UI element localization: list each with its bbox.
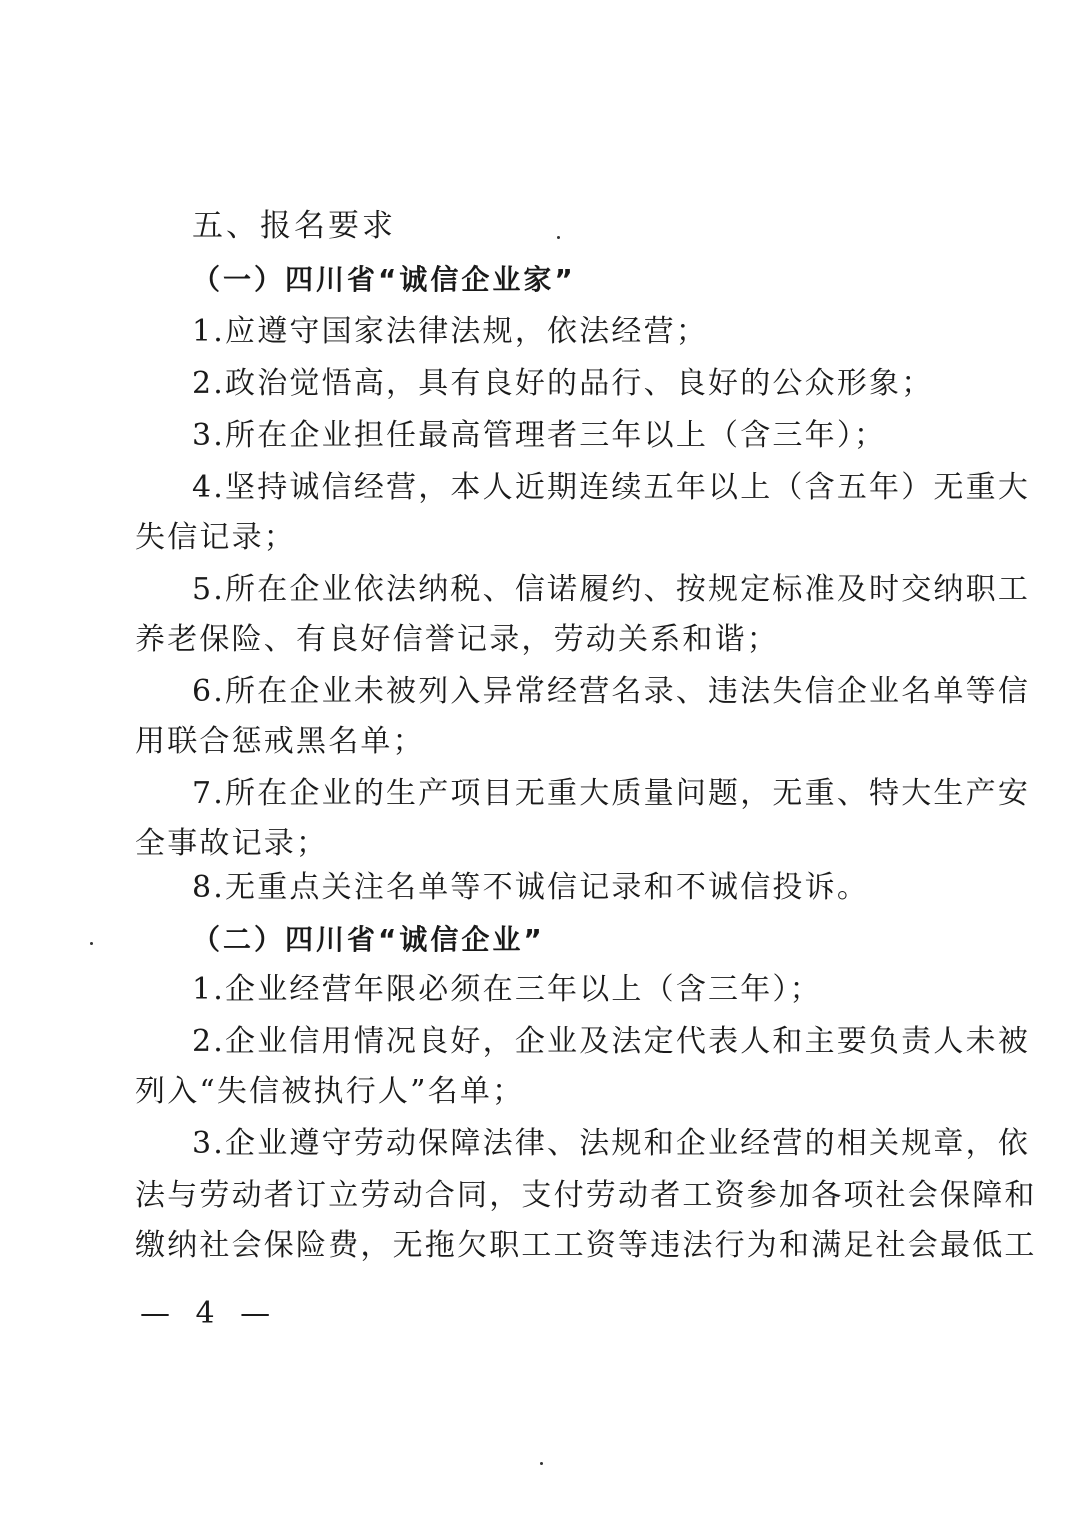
section-heading: 五、报名要求 bbox=[192, 208, 396, 244]
scan-speck bbox=[90, 942, 93, 945]
paragraph-line: 1.企业经营年限必须在三年以上（含三年）； bbox=[192, 972, 822, 1007]
page-number: — 4 — bbox=[140, 1296, 279, 1331]
paragraph-line: 失信记录； bbox=[135, 520, 296, 555]
paragraph-line: 2.政治觉悟高，具有良好的品行、良好的公众形象； bbox=[192, 366, 934, 401]
subsection-title-2: （二）四川省“诚信企业” bbox=[192, 923, 545, 956]
paragraph-line: 1.应遵守国家法律法规，依法经营； bbox=[192, 314, 709, 349]
paragraph-line: 5.所在企业依法纳税、信诺履约、按规定标准及时交纳职工 bbox=[192, 572, 1031, 607]
scan-speck bbox=[557, 236, 560, 239]
paragraph-line: 全事故记录； bbox=[135, 826, 329, 861]
paragraph-line: 养老保险、有良好信誉记录，劳动关系和谐； bbox=[135, 622, 779, 657]
paragraph-line: 缴纳社会保险费，无拖欠职工工资等违法行为和满足社会最低工 bbox=[135, 1228, 1037, 1263]
paragraph-line: 6.所在企业未被列入异常经营名录、违法失信企业名单等信 bbox=[192, 674, 1031, 709]
paragraph-line: 用联合惩戒黑名单； bbox=[135, 724, 425, 759]
paragraph-line: 列入“失信被执行人”名单； bbox=[135, 1074, 525, 1109]
paragraph-line: 2.企业信用情况良好，企业及法定代表人和主要负责人未被 bbox=[192, 1024, 1031, 1059]
paragraph-line: 4.坚持诚信经营，本人近期连续五年以上（含五年）无重大 bbox=[192, 470, 1031, 505]
paragraph-line: 3.所在企业担任最高管理者三年以上（含三年）； bbox=[192, 418, 887, 453]
paragraph-line: 法与劳动者订立劳动合同，支付劳动者工资参加各项社会保障和 bbox=[135, 1178, 1037, 1213]
subsection-title-1: （一）四川省“诚信企业家” bbox=[192, 263, 576, 296]
paragraph-line: 3.企业遵守劳动保障法律、法规和企业经营的相关规章，依 bbox=[192, 1126, 1031, 1161]
paragraph-line: 7.所在企业的生产项目无重大质量问题，无重、特大生产安 bbox=[192, 776, 1031, 811]
paragraph-line: 8.无重点关注名单等不诚信记录和不诚信投诉。 bbox=[192, 870, 870, 905]
scan-speck bbox=[540, 1462, 543, 1465]
